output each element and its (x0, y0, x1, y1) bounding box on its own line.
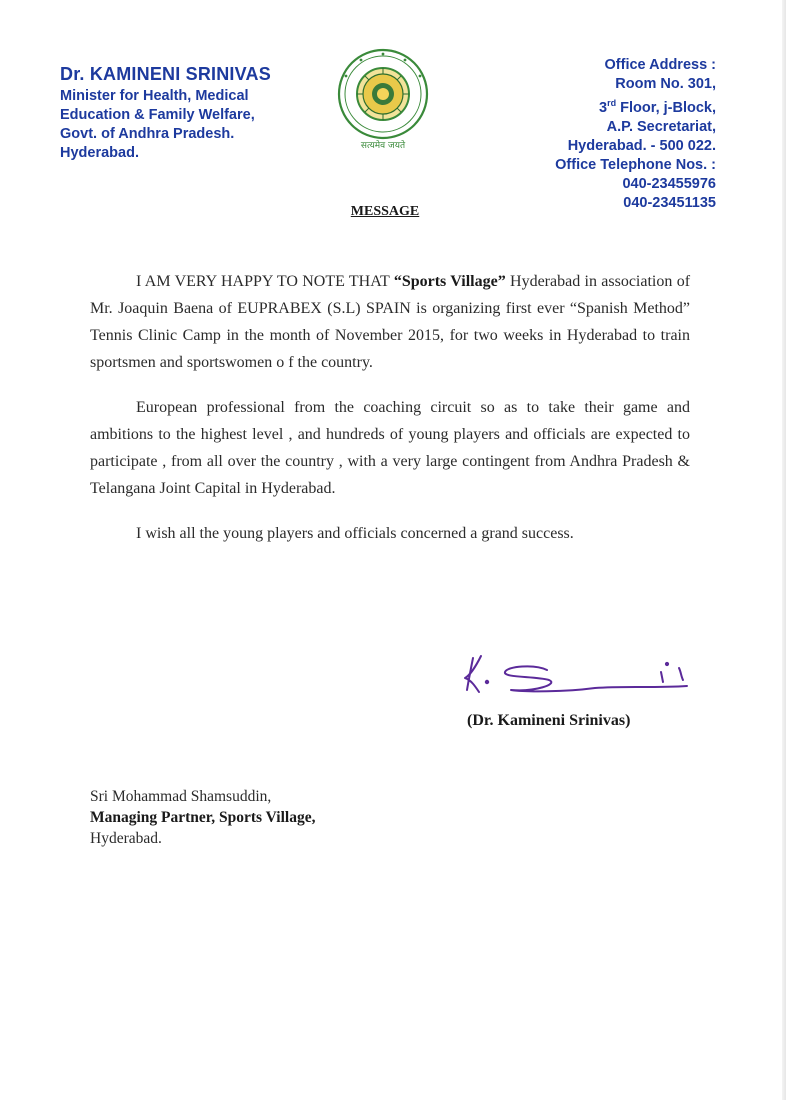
message-body (90, 268, 690, 565)
page-edge-shadow (782, 0, 786, 1100)
message-paragraph-2: European professional from the coaching circuit so as to take their game and ambitions to the highest level , and hundreds of young players and officials are expected to participate , from all over the country , with a very large contingent from Andhra Pradesh & Telangana Joint Capital in Hyderabad. (90, 399, 690, 497)
sender-designation-line2: Education & Family Welfare, (60, 107, 255, 123)
office-room: Room No. 301, (615, 76, 716, 92)
signatory-name: (Dr. Kamineni Srinivas) (467, 712, 631, 729)
recipient-name: Sri Mohammad Shamsuddin, (90, 788, 272, 805)
recipient-block (90, 786, 315, 849)
office-telephone-2: 040-23451135 (623, 194, 716, 211)
office-address-block (555, 56, 716, 213)
office-address-heading: Office Address : (604, 57, 716, 73)
message-paragraph-3: I wish all the young players and officials concerned a grand success. (136, 525, 574, 542)
sender-designation-line1: Minister for Health, Medical (60, 88, 249, 104)
sender-city: Hyderabad. (60, 145, 139, 161)
message-paragraph-1: I AM VERY HAPPY TO NOTE THAT “Sports Village” Hyderabad in association of Mr. Joaquin Baena of EUPRABEX (S.L) SPAIN is organizing first ever “Spanish Method” Tennis Clinic Camp in the month of November 2015, for two weeks in Hyderabad to train sportsmen and sportswomen o f the country. (90, 273, 691, 371)
recipient-title: Managing Partner, Sports Village, (90, 809, 316, 826)
sender-name: Dr. KAMINENI SRINIVAS (60, 64, 271, 84)
recipient-city: Hyderabad. (90, 830, 162, 847)
government-emblem-icon (333, 48, 433, 153)
letterhead-sender (60, 64, 271, 163)
office-floor: 3rd Floor, j-Block, (599, 98, 716, 116)
handwritten-signature (455, 648, 715, 706)
svg-text:सत्यमेव जयते: सत्यमेव जयते (360, 141, 406, 151)
sender-designation-line3: Govt. of Andhra Pradesh. (60, 126, 235, 142)
office-secretariat: A.P. Secretariat, (606, 118, 716, 135)
office-telephone-heading: Office Telephone Nos. : (555, 156, 716, 173)
office-city: Hyderabad. - 500 022. (567, 137, 716, 154)
office-telephone-1: 040-23455976 (622, 175, 716, 192)
message-title: MESSAGE (350, 204, 420, 219)
